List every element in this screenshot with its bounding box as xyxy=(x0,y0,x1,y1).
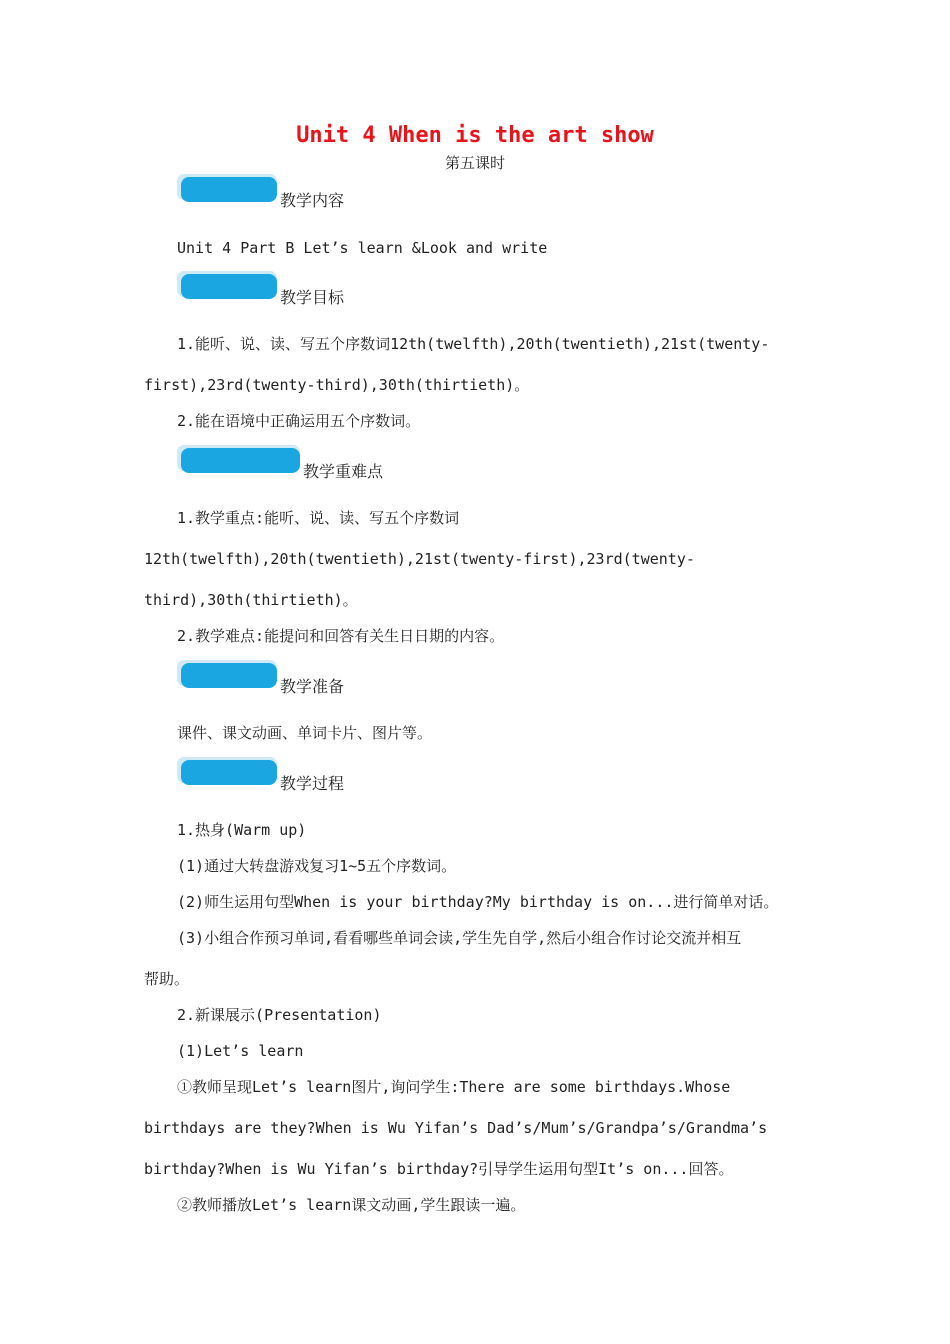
process-line-5: 帮助。 xyxy=(144,970,190,988)
key-points-line-4: 2.教学难点:能提问和回答有关生日日期的内容。 xyxy=(177,627,505,645)
section-heading-objectives: 教学目标 xyxy=(280,288,345,307)
section-heading-content: 教学内容 xyxy=(280,191,345,210)
objectives-line-2: first),23rd(twenty-third),30th(thirtieth)。 xyxy=(144,376,530,394)
section-heading-preparation: 教学准备 xyxy=(280,677,345,696)
process-line-6: 2.新课展示(Presentation) xyxy=(177,1006,382,1024)
process-line-1: 1.热身(Warm up) xyxy=(177,821,307,839)
key-points-line-3: third),30th(thirtieth)。 xyxy=(144,591,358,609)
document-title: Unit 4 When is the art show xyxy=(296,123,654,148)
process-line-10: birthday?When is Wu Yifan’s birthday?引导学生运用句型It’s on...回答。 xyxy=(144,1160,734,1178)
section-heading-process: 教学过程 xyxy=(280,774,345,793)
section-badge-process xyxy=(177,757,277,787)
objectives-line-1: 1.能听、说、读、写五个序数词12th(twelfth),20th(twentieth),21st(twenty- xyxy=(177,335,770,353)
section-heading-key-points: 教学重难点 xyxy=(303,462,384,481)
process-line-2: (1)通过大转盘游戏复习1~5五个序数词。 xyxy=(177,857,457,875)
process-line-7: (1)Let’s learn xyxy=(177,1042,304,1060)
process-line-3: (2)师生运用句型When is your birthday?My birthday is on...进行简单对话。 xyxy=(177,893,779,911)
section-badge-preparation xyxy=(177,660,277,690)
key-points-line-2: 12th(twelfth),20th(twentieth),21st(twenty-first),23rd(twenty- xyxy=(144,550,695,568)
process-line-11: ②教师播放Let’s learn课文动画,学生跟读一遍。 xyxy=(177,1196,526,1214)
preparation-text: 课件、课文动画、单词卡片、图片等。 xyxy=(177,724,433,742)
process-line-8: ①教师呈现Let’s learn图片,询问学生:There are some birthdays.Whose xyxy=(177,1078,731,1096)
lesson-subtitle: 第五课时 xyxy=(444,154,505,172)
key-points-line-1: 1.教学重点:能听、说、读、写五个序数词 xyxy=(177,509,460,527)
process-line-4: (3)小组合作预习单词,看看哪些单词会读,学生先自学,然后小组合作讨论交流并相互 xyxy=(177,929,742,947)
section-badge-content xyxy=(177,174,277,204)
section-badge-objectives xyxy=(177,271,277,301)
objectives-line-3: 2.能在语境中正确运用五个序数词。 xyxy=(177,412,421,430)
section-badge-key-points xyxy=(177,445,300,475)
process-line-9: birthdays are they?When is Wu Yifan’s Dad’s/Mum’s/Grandpa’s/Grandma’s xyxy=(144,1119,768,1137)
content-text: Unit 4 Part B Let’s learn &Look and write xyxy=(177,239,548,257)
